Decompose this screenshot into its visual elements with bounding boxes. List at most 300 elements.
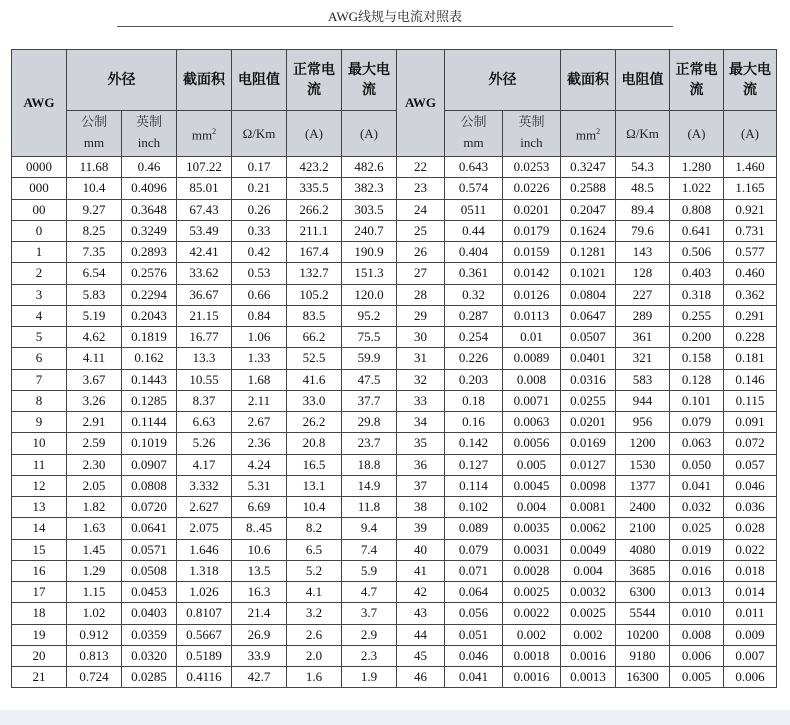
value-cell: 21.15 [177, 305, 232, 326]
value-cell: 1.63 [67, 518, 122, 539]
awg-cell: 37 [397, 475, 445, 496]
value-cell: 8.25 [67, 220, 122, 241]
value-cell: 8..45 [232, 518, 287, 539]
value-cell: 303.5 [342, 199, 397, 220]
value-cell: 0.091 [724, 412, 777, 433]
value-cell: 0.255 [670, 305, 724, 326]
awg-cell: 35 [397, 433, 445, 454]
value-cell: 0.16 [445, 412, 503, 433]
value-cell: 0.53 [232, 263, 287, 284]
value-cell: 2400 [616, 497, 670, 518]
value-cell: 3685 [616, 560, 670, 581]
value-cell: 0.041 [445, 667, 503, 688]
value-cell: 1.9 [342, 667, 397, 688]
value-cell: 107.22 [177, 157, 232, 178]
value-cell: 67.43 [177, 199, 232, 220]
value-cell: 0.1144 [122, 412, 177, 433]
value-cell: 0.26 [232, 199, 287, 220]
value-cell: 0.019 [670, 539, 724, 560]
value-cell: 7.4 [342, 539, 397, 560]
table-row [12, 242, 777, 263]
value-cell: 190.9 [342, 242, 397, 263]
value-cell: 0.016 [670, 560, 724, 581]
value-cell: 0.004 [503, 497, 561, 518]
value-cell: 0.404 [445, 242, 503, 263]
value-cell: 1.82 [67, 497, 122, 518]
value-cell: 42.41 [177, 242, 232, 263]
header-resistance-left: 电阻值 [232, 50, 287, 111]
awg-cell: 42 [397, 582, 445, 603]
value-cell: 5.19 [67, 305, 122, 326]
value-cell: 0.050 [670, 454, 724, 475]
awg-cell: 28 [397, 284, 445, 305]
header-metric-right [445, 111, 503, 157]
value-cell: 3.67 [67, 369, 122, 390]
value-cell: 0.46 [122, 157, 177, 178]
value-cell: 143 [616, 242, 670, 263]
awg-cell: 45 [397, 645, 445, 666]
page-title: AWG线规与电流对照表 [327, 9, 462, 24]
table-row [12, 412, 777, 433]
value-cell: 6.5 [287, 539, 342, 560]
value-cell: 0.0016 [503, 667, 561, 688]
value-cell: 0.42 [232, 242, 287, 263]
awg-cell: 32 [397, 369, 445, 390]
awg-cell: 26 [397, 242, 445, 263]
awg-cell: 0 [12, 220, 67, 241]
table-row [12, 454, 777, 475]
awg-cell: 33 [397, 390, 445, 411]
header-normal-unit-left: (A) [287, 111, 342, 157]
value-cell: 53.49 [177, 220, 232, 241]
value-cell: 0.0641 [122, 518, 177, 539]
awg-cell: 4 [12, 305, 67, 326]
value-cell: 0.0201 [503, 199, 561, 220]
value-cell: 0.0907 [122, 454, 177, 475]
awg-cell: 44 [397, 624, 445, 645]
value-cell: 151.3 [342, 263, 397, 284]
awg-cell: 36 [397, 454, 445, 475]
value-cell: 2.30 [67, 454, 122, 475]
value-cell: 1377 [616, 475, 670, 496]
awg-cell: 17 [12, 582, 67, 603]
value-cell: 0.0720 [122, 497, 177, 518]
header-max-unit-right: (A) [724, 111, 777, 157]
value-cell: 13.5 [232, 560, 287, 581]
table-row [12, 582, 777, 603]
value-cell: 0.036 [724, 497, 777, 518]
value-cell: 0.006 [724, 667, 777, 688]
value-cell: 0.142 [445, 433, 503, 454]
awg-cell: 0000 [12, 157, 67, 178]
value-cell: 0.0142 [503, 263, 561, 284]
awg-cell: 16 [12, 560, 67, 581]
value-cell: 0.0031 [503, 539, 561, 560]
metric-label: 公制 [80, 115, 107, 130]
awg-cell: 3 [12, 284, 67, 305]
value-cell: 0.0359 [122, 624, 177, 645]
awg-cell: 14 [12, 518, 67, 539]
value-cell: 0511 [445, 199, 503, 220]
table-row [12, 560, 777, 581]
awg-cell: 38 [397, 497, 445, 518]
value-cell: 33.62 [177, 263, 232, 284]
bottom-band [0, 710, 790, 725]
value-cell: 0.0025 [561, 603, 616, 624]
value-cell: 0.228 [724, 327, 777, 348]
value-cell: 0.226 [445, 348, 503, 369]
table-row [12, 369, 777, 390]
value-cell: 0.128 [670, 369, 724, 390]
awg-cell: 7 [12, 369, 67, 390]
value-cell: 5.2 [287, 560, 342, 581]
value-cell: 0.01 [503, 327, 561, 348]
imperial-unit: inch [520, 135, 543, 150]
value-cell: 0.0508 [122, 560, 177, 581]
value-cell: 0.813 [67, 645, 122, 666]
awg-cell: 31 [397, 348, 445, 369]
value-cell: 0.506 [670, 242, 724, 263]
value-cell: 0.006 [670, 645, 724, 666]
value-cell: 3.2 [287, 603, 342, 624]
value-cell: 21.4 [232, 603, 287, 624]
value-cell: 1.318 [177, 560, 232, 581]
value-cell: 0.3247 [561, 157, 616, 178]
value-cell: 240.7 [342, 220, 397, 241]
header-outer-diameter-right: 外径 [445, 50, 561, 111]
awg-cell: 39 [397, 518, 445, 539]
header-normal-current-right: 正常电流 [670, 50, 724, 111]
header-max-unit-left: (A) [342, 111, 397, 157]
value-cell: 167.4 [287, 242, 342, 263]
value-cell: 0.146 [724, 369, 777, 390]
value-cell: 10.4 [67, 178, 122, 199]
value-cell: 6.69 [232, 497, 287, 518]
value-cell: 1200 [616, 433, 670, 454]
value-cell: 227 [616, 284, 670, 305]
value-cell: 0.0316 [561, 369, 616, 390]
value-cell: 0.057 [724, 454, 777, 475]
value-cell: 2.627 [177, 497, 232, 518]
value-cell: 0.009 [724, 624, 777, 645]
value-cell: 956 [616, 412, 670, 433]
value-cell: 0.808 [670, 199, 724, 220]
awg-cell: 000 [12, 178, 67, 199]
table-row [12, 497, 777, 518]
value-cell: 0.0016 [561, 645, 616, 666]
metric-label: 公制 [460, 115, 487, 130]
value-cell: 9180 [616, 645, 670, 666]
value-cell: 85.01 [177, 178, 232, 199]
value-cell: 41.6 [287, 369, 342, 390]
value-cell: 0.089 [445, 518, 503, 539]
value-cell: 4.24 [232, 454, 287, 475]
header-imperial-right [503, 111, 561, 157]
area-unit: mm [191, 127, 213, 143]
table-row [12, 178, 777, 199]
value-cell: 0.1281 [561, 242, 616, 263]
value-cell: 0.18 [445, 390, 503, 411]
value-cell: 120.0 [342, 284, 397, 305]
value-cell: 0.0403 [122, 603, 177, 624]
value-cell: 26.2 [287, 412, 342, 433]
value-cell: 6300 [616, 582, 670, 603]
value-cell: 0.022 [724, 539, 777, 560]
value-cell: 266.2 [287, 199, 342, 220]
value-cell: 9.4 [342, 518, 397, 539]
awg-cell: 11 [12, 454, 67, 475]
value-cell: 0.0032 [561, 582, 616, 603]
value-cell: 0.84 [232, 305, 287, 326]
awg-cell: 27 [397, 263, 445, 284]
awg-cell: 29 [397, 305, 445, 326]
awg-cell: 6 [12, 348, 67, 369]
table-row [12, 518, 777, 539]
value-cell: 423.2 [287, 157, 342, 178]
value-cell: 0.005 [670, 667, 724, 688]
awg-cell: 43 [397, 603, 445, 624]
value-cell: 944 [616, 390, 670, 411]
value-cell: 335.5 [287, 178, 342, 199]
value-cell: 482.6 [342, 157, 397, 178]
value-cell: 2.91 [67, 412, 122, 433]
value-cell: 0.2588 [561, 178, 616, 199]
value-cell: 0.0071 [503, 390, 561, 411]
value-cell: 0.1019 [122, 433, 177, 454]
value-cell: 0.0062 [561, 518, 616, 539]
value-cell: 0.064 [445, 582, 503, 603]
value-cell: 0.17 [232, 157, 287, 178]
table-row [12, 263, 777, 284]
value-cell: 2.0 [287, 645, 342, 666]
value-cell: 0.002 [503, 624, 561, 645]
value-cell: 1.460 [724, 157, 777, 178]
value-cell: 0.072 [724, 433, 777, 454]
table-row [12, 199, 777, 220]
value-cell: 0.44 [445, 220, 503, 241]
value-cell: 0.912 [67, 624, 122, 645]
value-cell: 0.079 [445, 539, 503, 560]
value-cell: 2.9 [342, 624, 397, 645]
value-cell: 0.254 [445, 327, 503, 348]
value-cell: 0.921 [724, 199, 777, 220]
value-cell: 26.9 [232, 624, 287, 645]
value-cell: 0.0179 [503, 220, 561, 241]
value-cell: 0.21 [232, 178, 287, 199]
value-cell: 0.127 [445, 454, 503, 475]
value-cell: 11.8 [342, 497, 397, 518]
value-cell: 0.0453 [122, 582, 177, 603]
table-row [12, 539, 777, 560]
value-cell: 361 [616, 327, 670, 348]
awg-cell: 1 [12, 242, 67, 263]
value-cell: 0.4116 [177, 667, 232, 688]
awg-table [11, 49, 777, 688]
value-cell: 10.55 [177, 369, 232, 390]
value-cell: 0.403 [670, 263, 724, 284]
value-cell: 2.11 [232, 390, 287, 411]
header-awg-right: AWG [397, 50, 445, 157]
value-cell: 0.0285 [122, 667, 177, 688]
header-area-right: 截面积 [561, 50, 616, 111]
awg-cell: 20 [12, 645, 67, 666]
value-cell: 16.3 [232, 582, 287, 603]
area-unit-sup: 2 [596, 126, 601, 136]
value-cell: 1.646 [177, 539, 232, 560]
value-cell: 0.0804 [561, 284, 616, 305]
awg-cell: 24 [397, 199, 445, 220]
value-cell: 1.06 [232, 327, 287, 348]
area-unit: mm [575, 127, 597, 143]
value-cell: 75.5 [342, 327, 397, 348]
value-cell: 583 [616, 369, 670, 390]
value-cell: 0.0169 [561, 433, 616, 454]
table-row [12, 220, 777, 241]
value-cell: 0.0255 [561, 390, 616, 411]
value-cell: 0.0035 [503, 518, 561, 539]
value-cell: 3.7 [342, 603, 397, 624]
value-cell: 0.071 [445, 560, 503, 581]
value-cell: 0.0028 [503, 560, 561, 581]
awg-cell: 10 [12, 433, 67, 454]
value-cell: 0.0571 [122, 539, 177, 560]
value-cell: 0.063 [670, 433, 724, 454]
value-cell: 2.075 [177, 518, 232, 539]
value-cell: 0.4096 [122, 178, 177, 199]
value-cell: 9.27 [67, 199, 122, 220]
value-cell: 33.0 [287, 390, 342, 411]
value-cell: 4080 [616, 539, 670, 560]
value-cell: 0.013 [670, 582, 724, 603]
value-cell: 5544 [616, 603, 670, 624]
value-cell: 1.15 [67, 582, 122, 603]
value-cell: 0.0127 [561, 454, 616, 475]
value-cell: 29.8 [342, 412, 397, 433]
value-cell: 0.010 [670, 603, 724, 624]
awg-cell: 40 [397, 539, 445, 560]
value-cell: 23.7 [342, 433, 397, 454]
value-cell: 0.014 [724, 582, 777, 603]
awg-cell: 30 [397, 327, 445, 348]
awg-cell: 00 [12, 199, 67, 220]
value-cell: 0.0049 [561, 539, 616, 560]
value-cell: 0.101 [670, 390, 724, 411]
awg-cell: 2 [12, 263, 67, 284]
metric-unit: mm [463, 135, 484, 150]
awg-cell: 15 [12, 539, 67, 560]
value-cell: 37.7 [342, 390, 397, 411]
value-cell: 0.2294 [122, 284, 177, 305]
awg-cell: 19 [12, 624, 67, 645]
value-cell: 0.0253 [503, 157, 561, 178]
value-cell: 48.5 [616, 178, 670, 199]
value-cell: 0.2043 [122, 305, 177, 326]
value-cell: 0.0025 [503, 582, 561, 603]
value-cell: 0.008 [670, 624, 724, 645]
value-cell: 0.1819 [122, 327, 177, 348]
header-max-current-left: 最大电流 [342, 50, 397, 111]
value-cell: 54.3 [616, 157, 670, 178]
value-cell: 0.008 [503, 369, 561, 390]
imperial-label: 英制 [518, 115, 545, 130]
value-cell: 2.05 [67, 475, 122, 496]
awg-cell: 18 [12, 603, 67, 624]
value-cell: 1.165 [724, 178, 777, 199]
value-cell: 95.2 [342, 305, 397, 326]
header-normal-current-left: 正常电流 [287, 50, 342, 111]
value-cell: 0.0126 [503, 284, 561, 305]
imperial-label: 英制 [135, 115, 162, 130]
value-cell: 0.3648 [122, 199, 177, 220]
header-area-unit-left [177, 111, 232, 157]
value-cell: 0.0013 [561, 667, 616, 688]
awg-cell: 8 [12, 390, 67, 411]
value-cell: 16.77 [177, 327, 232, 348]
value-cell: 4.1 [287, 582, 342, 603]
value-cell: 8.2 [287, 518, 342, 539]
header-resistance-unit-right: Ω/Km [616, 111, 670, 157]
value-cell: 132.7 [287, 263, 342, 284]
value-cell: 83.5 [287, 305, 342, 326]
value-cell: 4.11 [67, 348, 122, 369]
value-cell: 79.6 [616, 220, 670, 241]
value-cell: 1.6 [287, 667, 342, 688]
value-cell: 0.114 [445, 475, 503, 496]
value-cell: 11.68 [67, 157, 122, 178]
table-row [12, 475, 777, 496]
value-cell: 42.7 [232, 667, 287, 688]
header-resistance-right: 电阻值 [616, 50, 670, 111]
value-cell: 0.004 [561, 560, 616, 581]
value-cell: 4.7 [342, 582, 397, 603]
value-cell: 321 [616, 348, 670, 369]
value-cell: 5.83 [67, 284, 122, 305]
table-row [12, 667, 777, 688]
value-cell: 1.68 [232, 369, 287, 390]
value-cell: 0.011 [724, 603, 777, 624]
value-cell: 128 [616, 263, 670, 284]
table-body [12, 157, 777, 688]
value-cell: 0.2047 [561, 199, 616, 220]
value-cell: 0.460 [724, 263, 777, 284]
value-cell: 0.33 [232, 220, 287, 241]
value-cell: 0.318 [670, 284, 724, 305]
value-cell: 18.8 [342, 454, 397, 475]
value-cell: 0.046 [445, 645, 503, 666]
value-cell: 0.0045 [503, 475, 561, 496]
value-cell: 0.5667 [177, 624, 232, 645]
value-cell: 0.041 [670, 475, 724, 496]
table-row [12, 390, 777, 411]
value-cell: 16.5 [287, 454, 342, 475]
value-cell: 2.36 [232, 433, 287, 454]
value-cell: 2.3 [342, 645, 397, 666]
value-cell: 0.007 [724, 645, 777, 666]
value-cell: 0.0320 [122, 645, 177, 666]
value-cell: 2.6 [287, 624, 342, 645]
value-cell: 5.31 [232, 475, 287, 496]
value-cell: 13.3 [177, 348, 232, 369]
awg-cell: 34 [397, 412, 445, 433]
value-cell: 89.4 [616, 199, 670, 220]
value-cell: 4.62 [67, 327, 122, 348]
table-row [12, 284, 777, 305]
value-cell: 289 [616, 305, 670, 326]
value-cell: 20.8 [287, 433, 342, 454]
value-cell: 0.8107 [177, 603, 232, 624]
value-cell: 0.2893 [122, 242, 177, 263]
value-cell: 1.45 [67, 539, 122, 560]
